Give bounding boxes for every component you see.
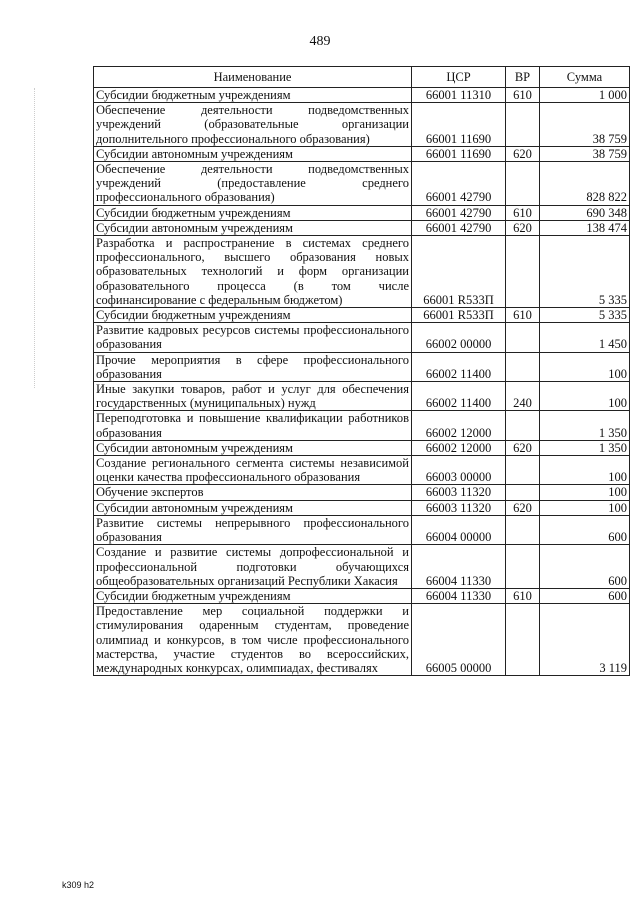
table-row [94, 323, 630, 352]
row-name: Субсидии автономным учреждениям [94, 146, 412, 161]
row-csr: 66001 11690 [412, 103, 506, 147]
row-sum: 100 [540, 500, 630, 515]
row-name: Переподготовка и повышение квалификации работников образования [94, 411, 412, 440]
table-row [94, 382, 630, 411]
row-vr [506, 411, 540, 440]
row-vr [506, 323, 540, 352]
row-sum: 690 348 [540, 205, 630, 220]
row-name: Обеспечение деятельности подведомственных учреждений (образовательные организации дополнительного профессионального образования) [94, 103, 412, 147]
table-body [94, 88, 630, 676]
row-sum: 600 [540, 588, 630, 603]
row-csr: 66004 11330 [412, 545, 506, 589]
header-sum: Сумма [540, 67, 630, 88]
row-sum: 100 [540, 456, 630, 485]
table-row [94, 604, 630, 676]
row-csr: 66005 00000 [412, 604, 506, 676]
row-name: Субсидии бюджетным учреждениям [94, 308, 412, 323]
row-vr [506, 604, 540, 676]
row-vr: 620 [506, 440, 540, 455]
table-row [94, 220, 630, 235]
table-row [94, 103, 630, 147]
budget-table [93, 66, 630, 676]
table-row [94, 588, 630, 603]
row-vr [506, 545, 540, 589]
row-sum: 3 119 [540, 604, 630, 676]
row-csr: 66002 12000 [412, 411, 506, 440]
row-name: Субсидии бюджетным учреждениям [94, 205, 412, 220]
table-row [94, 308, 630, 323]
row-csr: 66002 11400 [412, 382, 506, 411]
row-csr: 66001 R533П [412, 308, 506, 323]
row-vr [506, 515, 540, 544]
row-csr: 66003 11320 [412, 485, 506, 500]
table-row [94, 146, 630, 161]
row-csr: 66001 11690 [412, 146, 506, 161]
row-csr: 66002 00000 [412, 323, 506, 352]
row-name: Субсидии автономным учреждениям [94, 500, 412, 515]
row-name: Развитие кадровых ресурсов системы профессионального образования [94, 323, 412, 352]
row-csr: 66003 11320 [412, 500, 506, 515]
row-name: Субсидии бюджетным учреждениям [94, 88, 412, 103]
row-name: Создание регионального сегмента системы независимой оценки качества профессионального образования [94, 456, 412, 485]
table-row [94, 485, 630, 500]
row-sum: 38 759 [540, 103, 630, 147]
table-row [94, 440, 630, 455]
row-csr: 66001 11310 [412, 88, 506, 103]
header-vr: ВР [506, 67, 540, 88]
row-sum: 1 450 [540, 323, 630, 352]
row-vr: 610 [506, 588, 540, 603]
row-name: Разработка и распространение в системах среднего профессионального, высшего образования новых образовательных технологий и форм организации образовательного процесса (в том числе софинансирование с федеральным бюджетом) [94, 236, 412, 308]
table-row [94, 352, 630, 381]
row-name: Обучение экспертов [94, 485, 412, 500]
row-csr: 66003 00000 [412, 456, 506, 485]
row-sum: 1 000 [540, 88, 630, 103]
row-sum: 1 350 [540, 440, 630, 455]
header-name: Наименование [94, 67, 412, 88]
table-row [94, 236, 630, 308]
row-csr: 66001 42790 [412, 205, 506, 220]
row-csr: 66001 42790 [412, 162, 506, 206]
row-name: Создание и развитие системы допрофессиональной и профессиональной подготовки обучающихся общеобразовательных организаций Республики Хакасия [94, 545, 412, 589]
table-header-row [94, 67, 630, 88]
table-row [94, 162, 630, 206]
row-csr: 66001 42790 [412, 220, 506, 235]
row-csr: 66002 11400 [412, 352, 506, 381]
row-sum: 1 350 [540, 411, 630, 440]
row-vr: 610 [506, 308, 540, 323]
row-sum: 600 [540, 515, 630, 544]
row-vr: 620 [506, 500, 540, 515]
row-sum: 100 [540, 382, 630, 411]
row-sum: 5 335 [540, 308, 630, 323]
row-csr: 66004 00000 [412, 515, 506, 544]
row-vr [506, 352, 540, 381]
header-csr: ЦСР [412, 67, 506, 88]
row-name: Субсидии автономным учреждениям [94, 220, 412, 235]
row-name: Прочие мероприятия в сфере профессионального образования [94, 352, 412, 381]
table-row [94, 205, 630, 220]
row-sum: 138 474 [540, 220, 630, 235]
row-name: Предоставление мер социальной поддержки и стимулирования одаренным студентам, проведение олимпиад и конкурсов, в том числе профессионального мастерства, участие студентов во всероссийских, международных конкурсах, олимпиадах, фестивалях [94, 604, 412, 676]
row-vr [506, 103, 540, 147]
table-row [94, 545, 630, 589]
row-vr [506, 162, 540, 206]
row-sum: 600 [540, 545, 630, 589]
margin-dotted-line [34, 88, 36, 388]
row-sum: 5 335 [540, 236, 630, 308]
row-name: Иные закупки товаров, работ и услуг для обеспечения государственных (муниципальных) нужд [94, 382, 412, 411]
page-number: 489 [309, 34, 331, 49]
row-vr [506, 456, 540, 485]
table-row [94, 88, 630, 103]
footer-code: k309 h2 [62, 880, 95, 890]
row-name: Развитие системы непрерывного профессионального образования [94, 515, 412, 544]
row-name: Обеспечение деятельности подведомственных учреждений (предоставление среднего профессионального образования) [94, 162, 412, 206]
table-row [94, 411, 630, 440]
row-vr: 610 [506, 88, 540, 103]
table-row [94, 515, 630, 544]
row-sum: 100 [540, 352, 630, 381]
row-sum: 38 759 [540, 146, 630, 161]
row-sum: 100 [540, 485, 630, 500]
row-name: Субсидии автономным учреждениям [94, 440, 412, 455]
row-name: Субсидии бюджетным учреждениям [94, 588, 412, 603]
table-row [94, 500, 630, 515]
row-vr [506, 236, 540, 308]
row-csr: 66001 R533П [412, 236, 506, 308]
table-row [94, 456, 630, 485]
row-csr: 66004 11330 [412, 588, 506, 603]
row-vr: 610 [506, 205, 540, 220]
row-vr [506, 485, 540, 500]
row-vr: 240 [506, 382, 540, 411]
row-csr: 66002 12000 [412, 440, 506, 455]
row-vr: 620 [506, 146, 540, 161]
row-vr: 620 [506, 220, 540, 235]
row-sum: 828 822 [540, 162, 630, 206]
